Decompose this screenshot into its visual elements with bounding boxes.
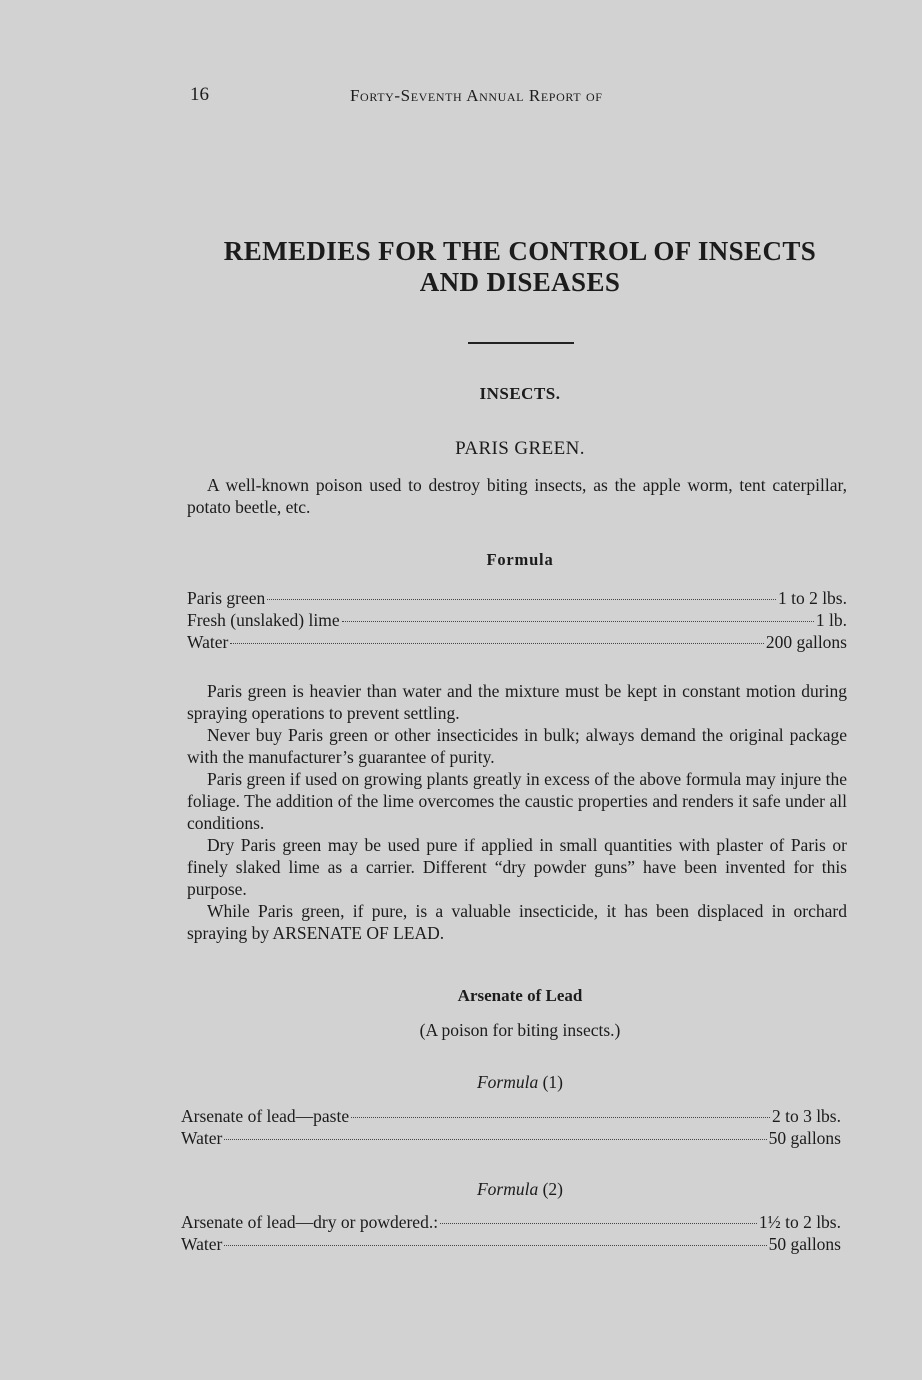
formula-amount: 50 gallons (768, 1128, 841, 1148)
leader-dots (267, 599, 776, 600)
leader-dots (224, 1245, 766, 1246)
note-paragraph: Never buy Paris green or other insecticides in bulk; always demand the original package with the manufacturer’s guarantee of purity. (187, 725, 847, 767)
page-title (185, 236, 855, 298)
subsection-heading-paris-green: PARIS GREEN. (455, 438, 585, 459)
title-divider (468, 342, 574, 344)
formula-item: Fresh (unslaked) lime (187, 610, 340, 630)
formula-item: Water (181, 1234, 223, 1254)
formula-row (181, 1106, 841, 1128)
section-heading-insects: INSECTS. (479, 384, 561, 403)
formula-number: (2) (542, 1179, 564, 1199)
formula-2-heading (185, 1179, 855, 1200)
title-line-2: AND DISEASES (419, 267, 621, 297)
title-line-1: REMEDIES FOR THE CONTROL OF INSECTS (223, 236, 817, 266)
arsenate-heading: Arsenate of Lead (457, 986, 583, 1005)
formula-row (187, 610, 847, 632)
formula-row (181, 1234, 841, 1256)
formula-row (181, 1128, 841, 1150)
leader-dots (440, 1223, 757, 1224)
page-number: 16 (190, 84, 209, 105)
formula-item: Water (181, 1128, 223, 1148)
formula-row (187, 588, 847, 610)
paris-green-formula (187, 588, 847, 654)
formula-item: Paris green (187, 588, 266, 608)
intro-paragraph: A well-known poison used to destroy biting insects, as the apple worm, tent caterpillar, potato beetle, etc. (187, 475, 847, 517)
running-title: Forty-Seventh Annual Report of (350, 86, 603, 105)
page-header (190, 84, 850, 114)
formula-row (181, 1212, 841, 1234)
formula-1-heading (185, 1072, 855, 1093)
paris-green-intro (187, 474, 847, 518)
formula-amount: 50 gallons (768, 1234, 841, 1254)
arsenate-subheading: (A poison for biting insects.) (419, 1020, 621, 1040)
formula-item: Arsenate of lead—paste (181, 1106, 350, 1126)
formula-item: Arsenate of lead—dry or powdered.: (181, 1212, 439, 1232)
formula-label: Formula (476, 1072, 539, 1092)
paris-green-notes (187, 680, 847, 944)
leader-dots (342, 621, 814, 622)
formula-row (187, 632, 847, 654)
formula-heading: Formula (486, 550, 554, 569)
arsenate-formula-2 (181, 1212, 841, 1256)
leader-dots (224, 1139, 766, 1140)
formula-number: (1) (542, 1072, 564, 1092)
note-paragraph: Paris green is heavier than water and the mixture must be kept in constant motion during spraying operations to prevent settling. (187, 681, 847, 723)
formula-amount: 200 gallons (765, 632, 847, 652)
formula-label: Formula (476, 1179, 539, 1199)
arsenate-formula-1 (181, 1106, 841, 1150)
formula-amount: 2 to 3 lbs. (771, 1106, 841, 1126)
note-paragraph: While Paris green, if pure, is a valuable insecticide, it has been displaced in orchard spraying by ARSENATE OF LEAD. (187, 901, 847, 943)
formula-amount: 1 lb. (815, 610, 847, 630)
formula-amount: 1 to 2 lbs. (777, 588, 847, 608)
note-paragraph: Paris green if used on growing plants greatly in excess of the above formula may injure the foliage. The addition of the lime overcomes the caustic properties and renders it safe under all conditions. (187, 769, 847, 833)
formula-item: Water (187, 632, 229, 652)
leader-dots (351, 1117, 770, 1118)
leader-dots (230, 643, 763, 644)
note-paragraph: Dry Paris green may be used pure if applied in small quantities with plaster of Paris or finely slaked lime as a carrier. Different “dry powder guns” have been invented for this purpose. (187, 835, 847, 899)
formula-amount: 1½ to 2 lbs. (758, 1212, 841, 1232)
